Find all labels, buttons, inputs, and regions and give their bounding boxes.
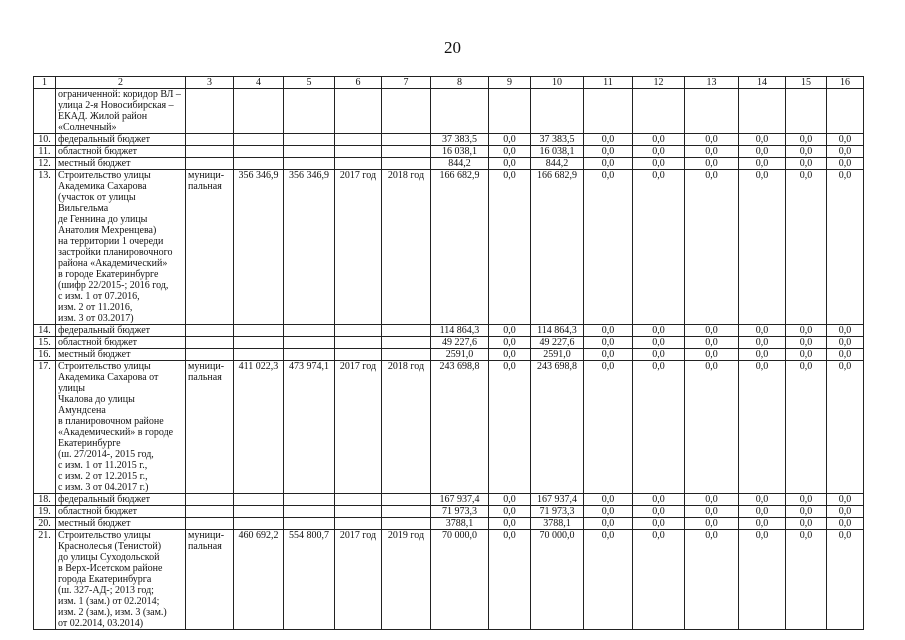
end-year	[382, 337, 431, 349]
amount-col8: 3788,1	[431, 518, 489, 530]
header-cell: 14	[739, 77, 786, 89]
amount-col12: 0,0	[633, 506, 685, 518]
estimated-cost	[234, 325, 284, 337]
amount-col13: 0,0	[685, 170, 739, 325]
start-year: 2017 год	[335, 170, 382, 325]
amount-col9: 0,0	[489, 146, 531, 158]
amount-col15: 0,0	[786, 361, 827, 494]
amount-col11: 0,0	[584, 530, 633, 630]
amount-col8: 71 973,3	[431, 506, 489, 518]
header-cell: 15	[786, 77, 827, 89]
start-year	[335, 146, 382, 158]
amount-col13: 0,0	[685, 530, 739, 630]
end-year	[382, 506, 431, 518]
estimated-cost	[234, 506, 284, 518]
amount-col11: 0,0	[584, 337, 633, 349]
amount-col14: 0,0	[739, 361, 786, 494]
amount-col15: 0,0	[786, 494, 827, 506]
table-row	[34, 146, 864, 158]
amount-col11: 0,0	[584, 146, 633, 158]
end-year	[382, 518, 431, 530]
estimated-cost	[234, 146, 284, 158]
current-cost	[284, 506, 335, 518]
amount-col14: 0,0	[739, 146, 786, 158]
amount-col9: 0,0	[489, 158, 531, 170]
table-row	[34, 170, 864, 325]
ownership-type	[186, 494, 234, 506]
start-year	[335, 134, 382, 146]
amount-col16: 0,0	[827, 530, 864, 630]
table-row	[34, 361, 864, 494]
header-cell: 2	[56, 77, 186, 89]
row-number: 13.	[34, 170, 56, 325]
header-cell: 8	[431, 77, 489, 89]
start-year	[335, 158, 382, 170]
table-row	[34, 349, 864, 361]
amount-col10: 37 383,5	[531, 134, 584, 146]
amount-col13: 0,0	[685, 134, 739, 146]
ownership-type: муници- пальная	[186, 170, 234, 325]
row-description: местный бюджет	[56, 349, 186, 361]
current-cost	[284, 349, 335, 361]
amount-col12: 0,0	[633, 349, 685, 361]
header-cell: 3	[186, 77, 234, 89]
ownership-type	[186, 325, 234, 337]
amount-col12: 0,0	[633, 530, 685, 630]
ownership-type	[186, 146, 234, 158]
estimated-cost	[234, 158, 284, 170]
estimated-cost: 460 692,2	[234, 530, 284, 630]
amount-col10: 114 864,3	[531, 325, 584, 337]
end-year	[382, 158, 431, 170]
amount-col8: 167 937,4	[431, 494, 489, 506]
table-row	[34, 506, 864, 518]
header-cell: 1	[34, 77, 56, 89]
header-cell: 5	[284, 77, 335, 89]
estimated-cost	[234, 518, 284, 530]
ownership-type: муници- пальная	[186, 361, 234, 494]
estimated-cost: 411 022,3	[234, 361, 284, 494]
end-year	[382, 494, 431, 506]
table-row	[34, 134, 864, 146]
header-cell: 13	[685, 77, 739, 89]
row-number: 15.	[34, 337, 56, 349]
estimated-cost	[234, 134, 284, 146]
start-year	[335, 325, 382, 337]
amount-col16: 0,0	[827, 349, 864, 361]
row-description: федеральный бюджет	[56, 325, 186, 337]
amount-col9: 0,0	[489, 494, 531, 506]
amount-col15: 0,0	[786, 518, 827, 530]
header-cell: 6	[335, 77, 382, 89]
amount-col16: 0,0	[827, 361, 864, 494]
amount-col8: 2591,0	[431, 349, 489, 361]
ownership-type	[186, 158, 234, 170]
row-description: областной бюджет	[56, 146, 186, 158]
amount-col14: 0,0	[739, 337, 786, 349]
row-description: Строительство улицы Академика Сахарова от улицы Чкалова до улицы Амундсена в планировочном районе «Академический» в городе Екатеринбурге (ш. 27/2014-, 2015 год, с изм. 1 от 11.2015 г., с изм. 2 от 12.2015 г., с изм. 3 от 04.2017 г.)	[56, 361, 186, 494]
amount-col16: 0,0	[827, 158, 864, 170]
amount-col8: 37 383,5	[431, 134, 489, 146]
table-row	[34, 494, 864, 506]
amount-col14: 0,0	[739, 518, 786, 530]
row-number: 10.	[34, 134, 56, 146]
amount-col12: 0,0	[633, 361, 685, 494]
row-number: 21.	[34, 530, 56, 630]
row-number: 14.	[34, 325, 56, 337]
amount-col12: 0,0	[633, 146, 685, 158]
start-year	[335, 349, 382, 361]
amount-col10: 3788,1	[531, 518, 584, 530]
amount-col13: 0,0	[685, 518, 739, 530]
amount-col11: 0,0	[584, 494, 633, 506]
row-number: 12.	[34, 158, 56, 170]
amount-col10: 167 937,4	[531, 494, 584, 506]
row-description: местный бюджет	[56, 518, 186, 530]
amount-col9: 0,0	[489, 506, 531, 518]
amount-col15: 0,0	[786, 349, 827, 361]
ownership-type	[186, 349, 234, 361]
amount-col13: 0,0	[685, 361, 739, 494]
current-cost	[284, 494, 335, 506]
amount-col10: 16 038,1	[531, 146, 584, 158]
amount-col12: 0,0	[633, 337, 685, 349]
row-description: федеральный бюджет	[56, 134, 186, 146]
amount-col12: 0,0	[633, 170, 685, 325]
end-year	[382, 349, 431, 361]
amount-col9: 0,0	[489, 325, 531, 337]
current-cost: 356 346,9	[284, 170, 335, 325]
amount-col8: 16 038,1	[431, 146, 489, 158]
amount-col15: 0,0	[786, 325, 827, 337]
amount-col11: 0,0	[584, 361, 633, 494]
row-number: 20.	[34, 518, 56, 530]
end-year: 2018 год	[382, 361, 431, 494]
amount-col13: 0,0	[685, 325, 739, 337]
amount-col16: 0,0	[827, 506, 864, 518]
table-row	[34, 518, 864, 530]
budget-table	[33, 76, 864, 630]
amount-col14: 0,0	[739, 158, 786, 170]
ownership-type	[186, 337, 234, 349]
amount-col11: 0,0	[584, 158, 633, 170]
amount-col13: 0,0	[685, 349, 739, 361]
amount-col14: 0,0	[739, 494, 786, 506]
amount-col8: 49 227,6	[431, 337, 489, 349]
table-row	[34, 337, 864, 349]
header-cell: 10	[531, 77, 584, 89]
amount-col10: 243 698,8	[531, 361, 584, 494]
row-description: местный бюджет	[56, 158, 186, 170]
estimated-cost	[234, 494, 284, 506]
amount-col16: 0,0	[827, 170, 864, 325]
amount-col15: 0,0	[786, 530, 827, 630]
amount-col9: 0,0	[489, 337, 531, 349]
start-year	[335, 518, 382, 530]
amount-col9: 0,0	[489, 349, 531, 361]
amount-col12: 0,0	[633, 158, 685, 170]
amount-col8: 70 000,0	[431, 530, 489, 630]
current-cost	[284, 146, 335, 158]
amount-col10: 166 682,9	[531, 170, 584, 325]
amount-col12: 0,0	[633, 518, 685, 530]
estimated-cost: 356 346,9	[234, 170, 284, 325]
amount-col14: 0,0	[739, 134, 786, 146]
start-year	[335, 494, 382, 506]
amount-col15: 0,0	[786, 134, 827, 146]
amount-col16: 0,0	[827, 146, 864, 158]
ownership-type	[186, 506, 234, 518]
start-year: 2017 год	[335, 361, 382, 494]
header-cell: 7	[382, 77, 431, 89]
amount-col14: 0,0	[739, 349, 786, 361]
amount-col8: 243 698,8	[431, 361, 489, 494]
amount-col10: 70 000,0	[531, 530, 584, 630]
row-number: 17.	[34, 361, 56, 494]
amount-col10: 844,2	[531, 158, 584, 170]
current-cost: 554 800,7	[284, 530, 335, 630]
current-cost: 473 974,1	[284, 361, 335, 494]
amount-col9: 0,0	[489, 170, 531, 325]
amount-col8: 114 864,3	[431, 325, 489, 337]
end-year: 2018 год	[382, 170, 431, 325]
amount-col14: 0,0	[739, 530, 786, 630]
continuation-row	[34, 89, 864, 134]
amount-col11: 0,0	[584, 506, 633, 518]
row-number: 19.	[34, 506, 56, 518]
ownership-type: муници- пальная	[186, 530, 234, 630]
amount-col16: 0,0	[827, 494, 864, 506]
amount-col16: 0,0	[827, 134, 864, 146]
amount-col12: 0,0	[633, 134, 685, 146]
end-year	[382, 134, 431, 146]
current-cost	[284, 325, 335, 337]
amount-col11: 0,0	[584, 325, 633, 337]
amount-col10: 2591,0	[531, 349, 584, 361]
row-number: 18.	[34, 494, 56, 506]
amount-col12: 0,0	[633, 494, 685, 506]
row-description: Строительство улицы Краснолесья (Тенистой) до улицы Суходольской в Верх-Исетском районе города Екатеринбурга (ш. 327-АД-; 2013 год; изм. 1 (зам.) от 02.2014; изм. 2 (зам.), изм. 3 (зам.) от 02.2014, 03.2014)	[56, 530, 186, 630]
amount-col9: 0,0	[489, 134, 531, 146]
amount-col16: 0,0	[827, 518, 864, 530]
start-year	[335, 506, 382, 518]
end-year: 2019 год	[382, 530, 431, 630]
end-year	[382, 325, 431, 337]
header-cell: 11	[584, 77, 633, 89]
current-cost	[284, 158, 335, 170]
start-year: 2017 год	[335, 530, 382, 630]
row-description: федеральный бюджет	[56, 494, 186, 506]
table-row	[34, 325, 864, 337]
amount-col11: 0,0	[584, 349, 633, 361]
amount-col15: 0,0	[786, 170, 827, 325]
estimated-cost	[234, 337, 284, 349]
amount-col13: 0,0	[685, 494, 739, 506]
ownership-type	[186, 518, 234, 530]
header-cell: 12	[633, 77, 685, 89]
current-cost	[284, 518, 335, 530]
amount-col11: 0,0	[584, 170, 633, 325]
amount-col11: 0,0	[584, 518, 633, 530]
amount-col11: 0,0	[584, 134, 633, 146]
amount-col14: 0,0	[739, 506, 786, 518]
amount-col14: 0,0	[739, 170, 786, 325]
continuation-text: ограниченной: коридор ВЛ – улица 2-я Новосибирская – ЕКАД. Жилой район «Солнечный»	[56, 89, 186, 134]
estimated-cost	[234, 349, 284, 361]
table-row	[34, 530, 864, 630]
amount-col15: 0,0	[786, 337, 827, 349]
amount-col9: 0,0	[489, 361, 531, 494]
amount-col12: 0,0	[633, 325, 685, 337]
amount-col15: 0,0	[786, 146, 827, 158]
row-number: 11.	[34, 146, 56, 158]
current-cost	[284, 134, 335, 146]
amount-col13: 0,0	[685, 146, 739, 158]
amount-col15: 0,0	[786, 158, 827, 170]
row-description: Строительство улицы Академика Сахарова (участок от улицы Вильгельма де Геннина до улицы Анатолия Мехренцева) на территории 1 очереди застройки планировочного района «Академический» в городе Екатеринбурге (шифр 22/2015-; 2016 год, с изм. 1 от 07.2016, изм. 2 от 11.2016, изм. 3 от 03.2017)	[56, 170, 186, 325]
header-cell: 9	[489, 77, 531, 89]
row-description: областной бюджет	[56, 506, 186, 518]
row-description: областной бюджет	[56, 337, 186, 349]
header-cell: 4	[234, 77, 284, 89]
amount-col13: 0,0	[685, 506, 739, 518]
amount-col14: 0,0	[739, 325, 786, 337]
start-year	[335, 337, 382, 349]
header-row	[34, 77, 864, 89]
amount-col16: 0,0	[827, 337, 864, 349]
amount-col8: 844,2	[431, 158, 489, 170]
amount-col13: 0,0	[685, 337, 739, 349]
table-row	[34, 158, 864, 170]
amount-col8: 166 682,9	[431, 170, 489, 325]
amount-col9: 0,0	[489, 530, 531, 630]
row-number: 16.	[34, 349, 56, 361]
amount-col9: 0,0	[489, 518, 531, 530]
amount-col15: 0,0	[786, 506, 827, 518]
page-number: 20	[444, 38, 461, 57]
amount-col10: 49 227,6	[531, 337, 584, 349]
header-cell: 16	[827, 77, 864, 89]
current-cost	[284, 337, 335, 349]
amount-col13: 0,0	[685, 158, 739, 170]
amount-col16: 0,0	[827, 325, 864, 337]
ownership-type	[186, 134, 234, 146]
end-year	[382, 146, 431, 158]
amount-col10: 71 973,3	[531, 506, 584, 518]
